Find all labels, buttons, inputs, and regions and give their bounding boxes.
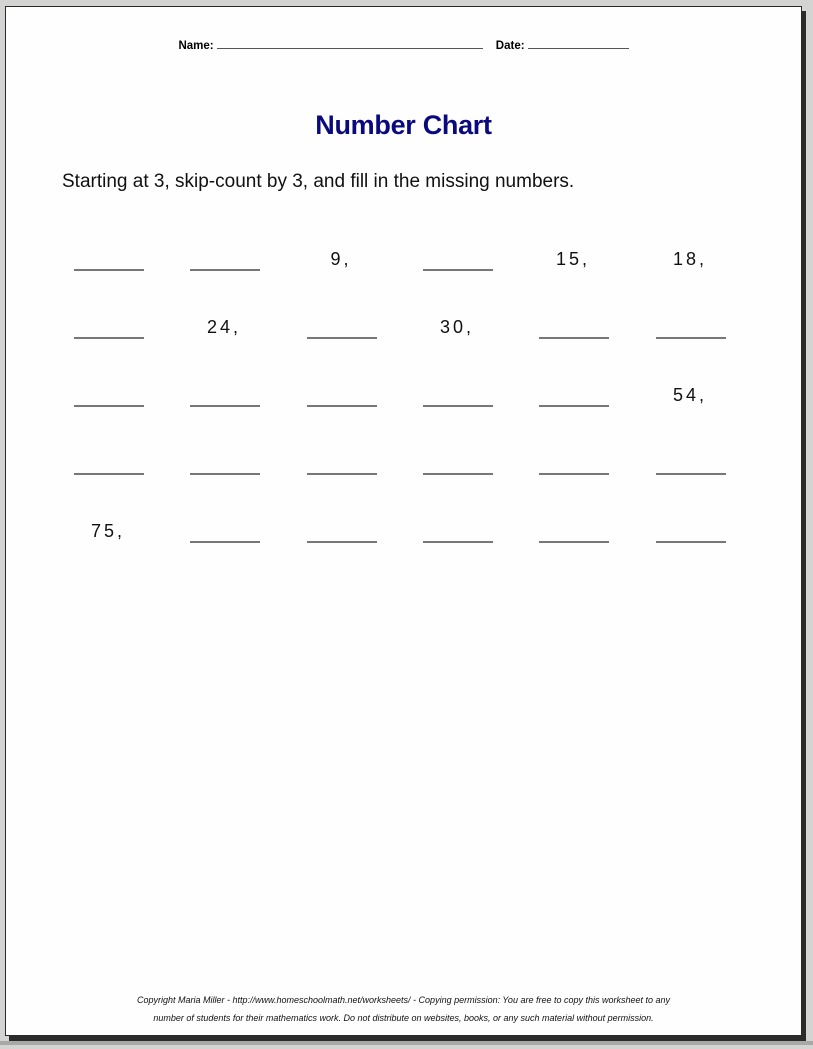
blank-underline <box>656 337 726 339</box>
blank-underline <box>307 405 377 407</box>
blank-underline <box>539 405 609 407</box>
given-number <box>412 307 502 347</box>
answer-blank[interactable] <box>645 307 735 347</box>
answer-blank[interactable] <box>179 443 269 483</box>
blank-underline <box>423 541 493 543</box>
number-value: 54, <box>672 385 708 405</box>
blank-underline <box>423 405 493 407</box>
blank-underline <box>190 473 260 475</box>
name-field[interactable] <box>217 38 483 49</box>
given-number <box>528 239 618 279</box>
blank-underline <box>74 337 144 339</box>
number-value: 24, <box>206 317 242 337</box>
answer-blank[interactable] <box>528 443 618 483</box>
date-field[interactable] <box>528 38 629 49</box>
number-value: 75, <box>90 521 126 541</box>
blank-underline <box>190 269 260 271</box>
answer-blank[interactable] <box>412 443 502 483</box>
answer-blank[interactable] <box>296 307 386 347</box>
given-number <box>296 239 386 279</box>
footer-line-2: number of students for their mathematics work. Do not distribute on websites, books, or any such material without permission. <box>153 1013 654 1023</box>
answer-blank[interactable] <box>63 375 153 415</box>
copyright-footer <box>6 991 801 1027</box>
date-label: Date: <box>495 40 525 52</box>
blank-underline <box>656 473 726 475</box>
answer-blank[interactable] <box>296 375 386 415</box>
answer-blank[interactable] <box>528 511 618 551</box>
blank-underline <box>307 541 377 543</box>
number-value: 15, <box>555 249 591 269</box>
answer-blank[interactable] <box>179 511 269 551</box>
given-number <box>179 307 269 347</box>
answer-blank[interactable] <box>412 239 502 279</box>
answer-blank[interactable] <box>296 443 386 483</box>
blank-underline <box>307 337 377 339</box>
answer-blank[interactable] <box>63 307 153 347</box>
number-value: 30, <box>439 317 475 337</box>
answer-blank[interactable] <box>412 511 502 551</box>
instructions: Starting at 3, skip-count by 3, and fill in the missing numbers. <box>62 171 575 192</box>
blank-underline <box>656 541 726 543</box>
answer-blank[interactable] <box>412 375 502 415</box>
blank-underline <box>190 541 260 543</box>
answer-blank[interactable] <box>296 511 386 551</box>
worksheet-page <box>5 6 802 1036</box>
answer-blank[interactable] <box>645 443 735 483</box>
answer-blank[interactable] <box>63 239 153 279</box>
blank-underline <box>539 337 609 339</box>
blank-underline <box>307 473 377 475</box>
number-value: 18, <box>672 249 708 269</box>
name-date-header <box>6 38 801 52</box>
blank-underline <box>190 405 260 407</box>
number-value: 9, <box>330 249 352 269</box>
footer-line-1: Copyright Maria Miller - http://www.homeschoolmath.net/worksheets/ - Copying permission: You are free to copy this worksheet to any <box>136 995 671 1005</box>
answer-blank[interactable] <box>179 239 269 279</box>
blank-underline <box>423 473 493 475</box>
answer-blank[interactable] <box>528 375 618 415</box>
viewer-bottom-strip <box>0 1041 813 1045</box>
given-number <box>645 375 735 415</box>
answer-blank[interactable] <box>645 511 735 551</box>
answer-blank[interactable] <box>179 375 269 415</box>
blank-underline <box>539 541 609 543</box>
blank-underline <box>74 269 144 271</box>
given-number <box>645 239 735 279</box>
blank-underline <box>74 405 144 407</box>
blank-underline <box>74 473 144 475</box>
name-label: Name: <box>178 40 214 52</box>
blank-underline <box>539 473 609 475</box>
answer-blank[interactable] <box>528 307 618 347</box>
page-title: Number Chart <box>315 110 492 140</box>
given-number <box>63 511 153 551</box>
blank-underline <box>423 269 493 271</box>
answer-blank[interactable] <box>63 443 153 483</box>
